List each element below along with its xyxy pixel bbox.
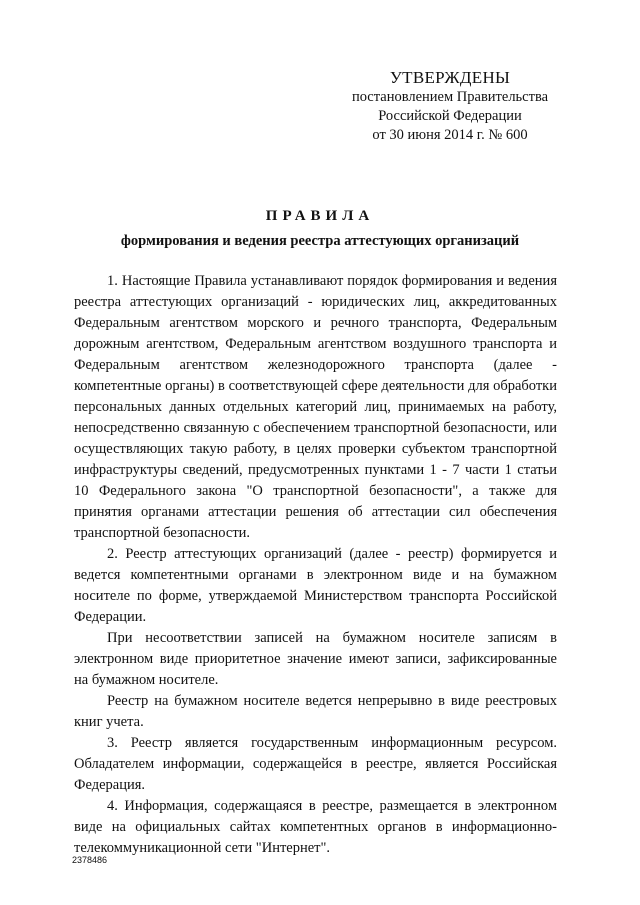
document-number: 2378486 <box>72 855 108 865</box>
document-title: ПРАВИЛА <box>265 208 375 224</box>
approval-line-1: постановлением Правительства <box>351 89 549 105</box>
paragraph-2: 2. Реестр аттестующих организаций (далее - реестр) формируется и ведется компетентными органами в электронном виде и на бумажном носителе по форме, утверждаемой Министерством транспорта Российской Федерации. <box>74 546 557 625</box>
paragraph-5: 3. Реестр является государственным информационным ресурсом. Обладателем информации, содержащейся в реестре, является Российская Федерация. <box>74 735 557 793</box>
paragraph-4: Реестр на бумажном носителе ведется непрерывно в виде реестровых книг учета. <box>74 693 557 730</box>
paragraph-3: При несоответствии записей на бумажном носителе записям в электронном виде приоритетное значение имеют записи, зафиксированные на бумажном носителе. <box>74 630 557 688</box>
approval-heading: УТВЕРЖДЕНЫ <box>389 68 511 87</box>
document-body <box>74 271 557 859</box>
approval-line-3: от 30 июня 2014 г. № 600 <box>372 127 528 143</box>
paragraph-6: 4. Информация, содержащаяся в реестре, размещается в электронном виде на официальных сайтах компетентных органов в информационно-телекоммуникационной сети "Интернет". <box>74 798 557 856</box>
approval-line-2: Российской Федерации <box>378 108 522 124</box>
approval-block <box>340 68 560 145</box>
paragraph-1: 1. Настоящие Правила устанавливают порядок формирования и ведения реестра аттестующих организаций - юридических лиц, аккредитованных Федеральным агентством морского и речного транспорта, Федеральным дорожным агентством, Федеральным агентством воздушного транспорта и Федеральным агентством железнодорожного транспорта (далее - компетентные органы) в соответствующей сфере деятельности для обработки персональных данных отдельных категорий лиц, принимаемых на работу, непосредственно связанную с обеспечением транспортной безопасности, или осуществляющих такую работу, в целях проверки субъектом транспортной инфраструктуры сведений, предусмотренных пунктами 1 - 7 части 1 статьи 10 Федерального закона "О транспортной безопасности", а также для принятия органами аттестации решения об аттестации сил обеспечения транспортной безопасности. <box>74 273 557 541</box>
document-subtitle: формирования и ведения реестра аттестующих организаций <box>120 233 520 249</box>
